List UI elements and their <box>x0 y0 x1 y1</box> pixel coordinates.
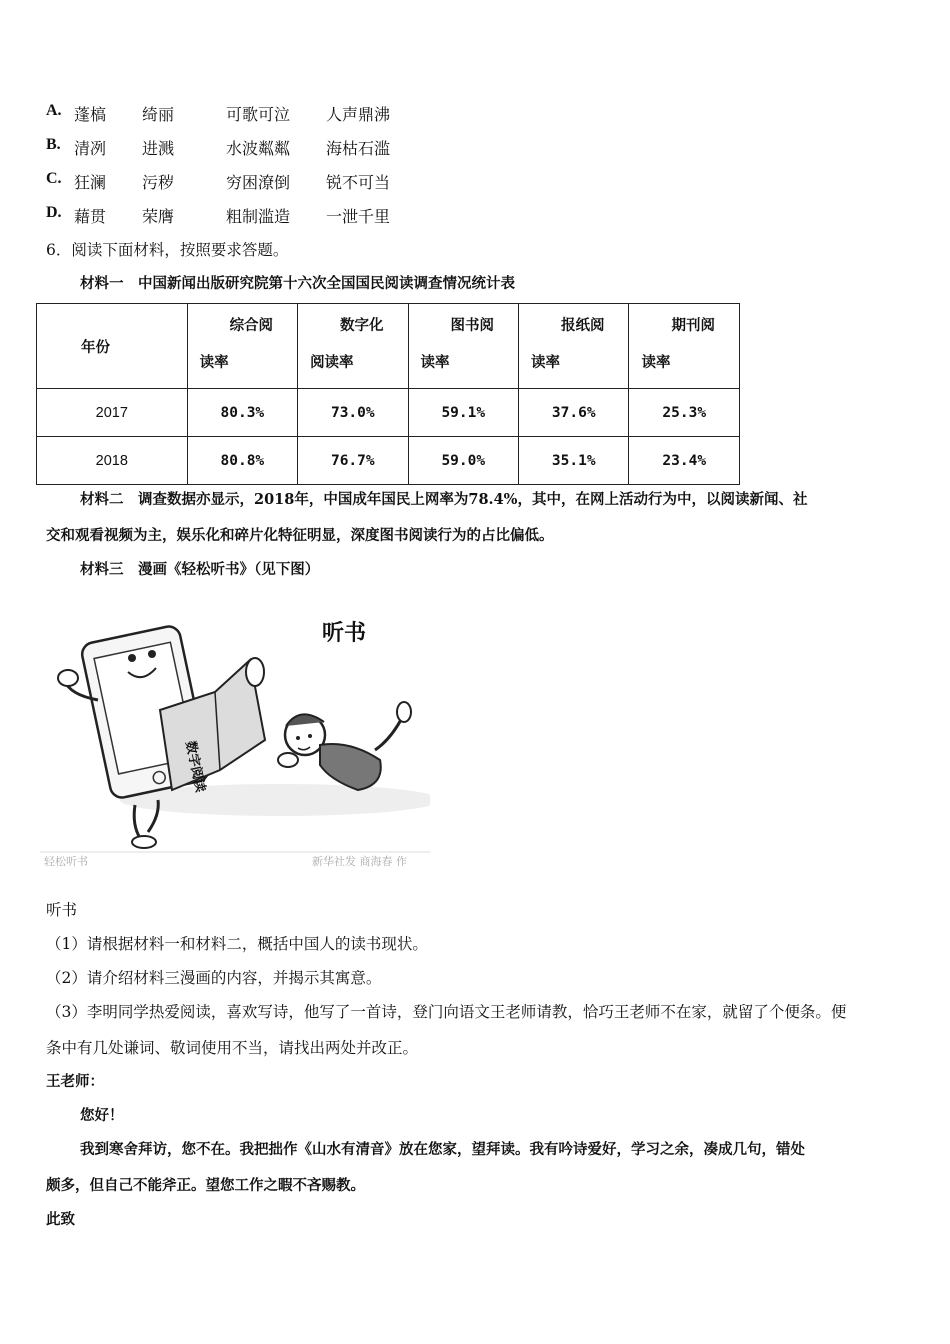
header-line2: 读率 <box>531 354 560 371</box>
value-cell: 59.1% <box>408 389 518 437</box>
header-cell <box>519 304 629 389</box>
option-word: 可歌可泣 <box>226 105 291 124</box>
header-line1: 期刊阅 <box>671 317 715 334</box>
material2-line2: 交和观看视频为主，娱乐化和碎片化特征明显，深度图书阅读行为的占比偏低。 <box>46 527 554 544</box>
header-line1: 数字化 <box>340 317 384 334</box>
sub-question-2: （2）请介绍材料三漫画的内容，并揭示其寓意。 <box>46 969 382 987</box>
cartoon-caption-right: 新华社发 商海春 作 <box>312 855 407 868</box>
table-header-row <box>37 304 740 389</box>
value-cell: 23.4% <box>629 437 740 485</box>
header-line1: 图书阅 <box>450 317 494 334</box>
cartoon-drawing <box>40 600 430 875</box>
sub-question-1: （1）请根据材料一和材料二，概括中国人的读书现状。 <box>46 935 428 953</box>
option-d <box>46 204 466 226</box>
option-letter: C. <box>46 170 62 187</box>
header-line2: 读率 <box>420 354 450 371</box>
option-word: 人声鼎沸 <box>326 105 391 124</box>
option-word: 进溅 <box>142 139 175 158</box>
sub-question-3-line1: （3）李明同学热爱阅读，喜欢写诗，他写了一首诗，登门向语文王老师请教，恰巧王老师不在家，就留了个便条。便 <box>46 1003 847 1021</box>
cartoon-caption: 听书 <box>46 901 78 919</box>
option-word: 一泄千里 <box>326 207 391 226</box>
header-line1: 报纸阅 <box>560 317 605 334</box>
note-body-line1: 我到寒舍拜访，您不在。我把拙作《山水有清音》放在您家，望拜读。我有吟诗爱好，学习之余，凑成几句，错处 <box>80 1141 805 1158</box>
option-b <box>46 136 466 158</box>
material1-title: 材料一 中国新闻出版研究院第十六次全国国民阅读调查情况统计表 <box>80 275 515 292</box>
value-cell: 37.6% <box>519 389 629 437</box>
option-letter: A. <box>46 102 62 119</box>
header-line1: 综合阅 <box>229 317 274 334</box>
option-word: 荣膺 <box>142 207 175 226</box>
value-cell: 35.1% <box>519 437 629 485</box>
header-cell <box>187 304 297 389</box>
header-cell <box>298 304 408 389</box>
book-label: 数字阅读 <box>182 739 208 794</box>
value-cell: 73.0% <box>298 389 408 437</box>
option-word: 污秽 <box>142 173 175 192</box>
option-word: 锐不可当 <box>326 173 391 192</box>
cartoon-caption-left: 轻松听书 <box>44 855 88 868</box>
option-word: 海枯石滥 <box>326 139 391 158</box>
year-header: 年份 <box>37 304 188 389</box>
header-cell <box>408 304 518 389</box>
value-cell: 80.8% <box>187 437 297 485</box>
header-cell <box>629 304 740 389</box>
option-word: 粗制滥造 <box>226 207 291 226</box>
value-cell: 59.0% <box>408 437 518 485</box>
table-row <box>37 389 740 437</box>
value-cell: 80.3% <box>187 389 297 437</box>
cartoon-title: 听书 <box>322 621 367 646</box>
option-word: 清冽 <box>74 139 107 158</box>
note-body-line2: 颇多，但自己不能斧正。望您工作之暇不吝赐教。 <box>46 1177 365 1194</box>
option-word: 蓬槁 <box>74 105 107 124</box>
question-6: 6．阅读下面材料，按照要求答题。 <box>46 241 289 259</box>
header-line2: 阅读率 <box>310 354 354 371</box>
header-line2: 读率 <box>641 354 671 371</box>
option-a <box>46 102 466 124</box>
table-row <box>37 437 740 485</box>
option-letter: B. <box>46 136 61 153</box>
option-word: 藉贯 <box>74 207 107 226</box>
note-greeting: 您好！ <box>80 1107 124 1124</box>
value-cell: 25.3% <box>629 389 740 437</box>
option-word: 穷困潦倒 <box>226 173 291 192</box>
option-letter: D. <box>46 204 62 221</box>
option-word: 绮丽 <box>142 105 175 124</box>
option-word: 水波粼粼 <box>226 139 291 158</box>
value-cell: 76.7% <box>298 437 408 485</box>
material2-line1: 材料二 调查数据亦显示，2018年，中国成年国民上网率为78.4%，其中，在网上活动行为中，以阅读新闻、社 <box>80 491 808 508</box>
option-word: 狂澜 <box>74 173 107 192</box>
year-cell: 2018 <box>37 437 188 485</box>
option-c <box>46 170 466 192</box>
note-closing: 此致 <box>46 1211 75 1228</box>
sub-question-3-line2: 条中有几处谦词、敬词使用不当，请找出两处并改正。 <box>46 1039 419 1057</box>
header-line2: 读率 <box>199 354 229 371</box>
cartoon-image <box>40 600 430 875</box>
material3-title: 材料三 漫画《轻松听书》（见下图） <box>80 561 320 578</box>
note-salutation: 王老师： <box>46 1073 104 1090</box>
year-cell: 2017 <box>37 389 188 437</box>
stats-table <box>36 303 740 485</box>
